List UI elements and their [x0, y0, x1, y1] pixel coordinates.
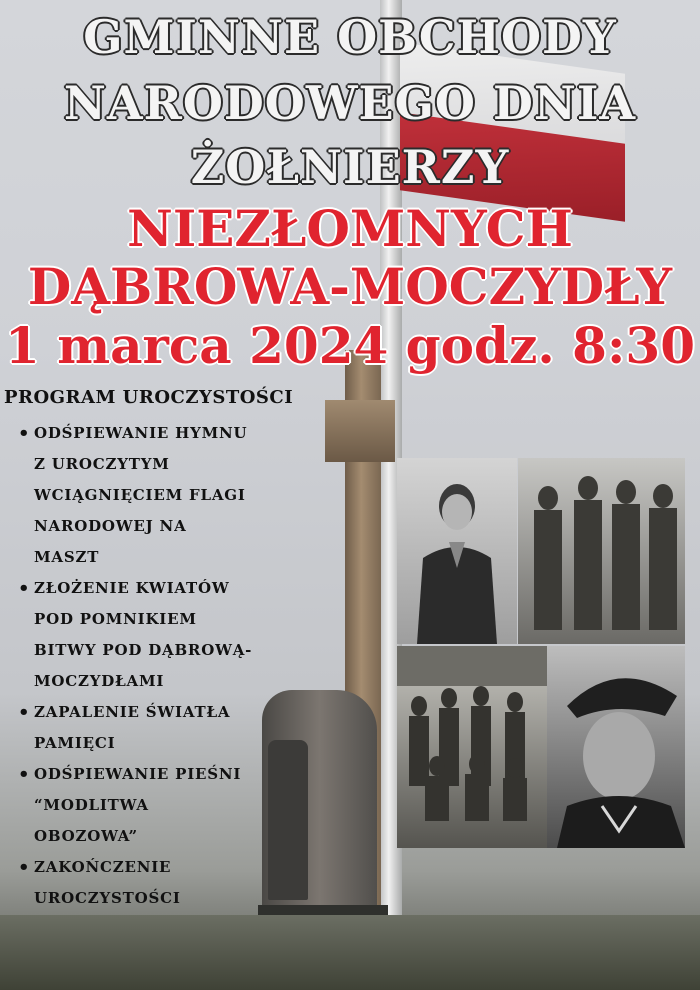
program-heading: PROGRAM UROCZYSTOŚCI [4, 387, 294, 408]
program-item-line: UROCZYSTOŚCI [34, 889, 181, 907]
program-item [18, 418, 349, 573]
title-line-5: DĄBROWA-MOCZYDŁY [27, 257, 673, 316]
program-item-line: MASZT [34, 548, 100, 566]
program-item-line: OBOZOWA” [34, 827, 138, 845]
title-line-2: NARODOWEGO DNIA [63, 76, 637, 130]
soldiers-group-photo [518, 458, 685, 644]
program-item-line: • ODŚPIEWANIE PIEŚNI [34, 765, 242, 783]
program-item-line: WCIĄGNIĘCIEM FLAGI [34, 486, 246, 504]
program-item-line: Z UROCZYTYM [34, 455, 170, 473]
officer-portrait-photo [547, 646, 685, 848]
title-line-3: ŻOŁNIERZY [190, 140, 510, 194]
program-item [18, 573, 349, 697]
program-item-line: MOCZYDŁAMI [34, 672, 165, 690]
program-item-line: • ZAKOŃCZENIE [34, 858, 172, 876]
program-item-line: BITWY POD DĄBROWĄ- [34, 641, 253, 659]
title-line-1: GMINNE OBCHODY [83, 10, 617, 64]
program-item-line: POD POMNIKIEM [34, 610, 197, 628]
program-item-line: NARODOWEJ NA [34, 517, 187, 535]
program-item-line: • ZŁOŻENIE KWIATÓW [34, 579, 230, 597]
partisans-group-photo [397, 646, 547, 848]
program-list [4, 418, 349, 914]
event-date: 1 marca 2024 godz. 8:30 [5, 316, 695, 375]
soldier-portrait-photo [397, 458, 517, 644]
program-section [4, 387, 349, 914]
program-item-line: • ODŚPIEWANIE HYMNU [34, 424, 248, 442]
program-item-line: PAMIĘCI [34, 734, 116, 752]
program-item-line: • ZAPALENIE ŚWIATŁA [34, 703, 231, 721]
title-line-4: NIEZŁOMNYCH [127, 199, 573, 258]
ground [0, 915, 700, 990]
program-item [18, 759, 349, 852]
program-item [18, 852, 349, 914]
program-item-line: “MODLITWA [34, 796, 149, 814]
program-item [18, 697, 349, 759]
